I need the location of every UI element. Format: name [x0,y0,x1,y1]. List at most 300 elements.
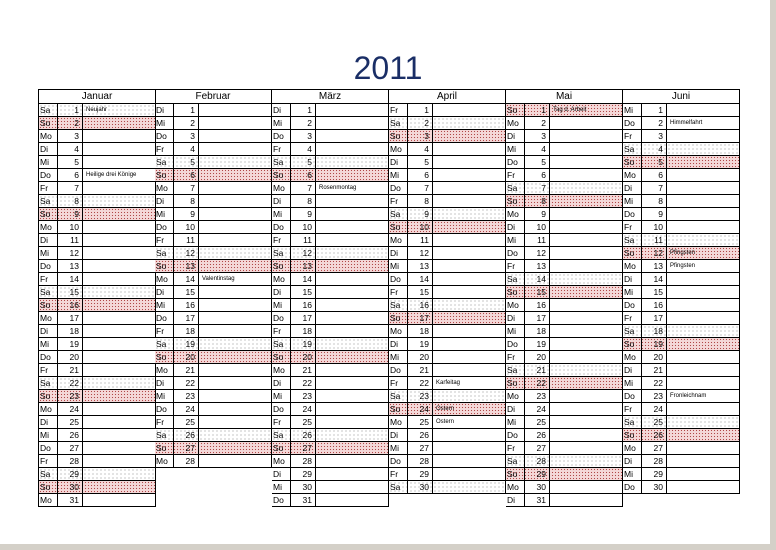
day-number: 13 [642,260,667,272]
day-row [623,377,740,390]
weekday-label: Sa [390,208,408,220]
day-row [155,273,272,286]
day-row [506,312,623,325]
day-row [623,169,740,182]
day-number: 26 [291,429,316,441]
weekday-label: Do [624,208,642,220]
weekday-label: Mi [507,234,525,246]
weekday-label: Mo [40,494,58,506]
day-row [389,117,506,130]
day-number: 5 [525,156,550,168]
day-row [623,104,740,117]
day-row [155,455,272,468]
day-row [272,117,389,130]
weekday-label: Sa [624,416,642,428]
day-row [389,104,506,117]
day-number: 7 [642,182,667,194]
day-number: 14 [408,273,433,285]
weekday-label: Mo [156,455,174,467]
day-number: 30 [642,481,667,493]
day-row [623,247,740,260]
day-row [39,143,156,156]
day-number: 28 [291,455,316,467]
day-number: 22 [291,377,316,389]
day-number: 10 [174,221,199,233]
weekday-label: Di [624,182,642,194]
day-number: 30 [408,481,433,493]
day-row [506,416,623,429]
day-row [39,442,156,455]
day-row [155,364,272,377]
day-row [272,247,389,260]
weekday-label: Mi [390,351,408,363]
day-row [39,299,156,312]
day-row [272,182,389,195]
day-number: 21 [58,364,83,376]
day-number: 22 [642,377,667,389]
day-number: 1 [408,104,433,116]
day-row [389,195,506,208]
holiday-note: Rosenmontag [319,185,357,191]
day-row [623,351,740,364]
day-row [272,481,389,494]
month-column [389,90,506,494]
day-row [506,260,623,273]
day-row [272,260,389,273]
window-frame-bottom [0,544,776,550]
weekday-label: Di [624,455,642,467]
day-row [623,429,740,442]
day-row [155,299,272,312]
day-row [155,403,272,416]
day-number: 24 [291,403,316,415]
day-row [623,221,740,234]
day-number: 16 [291,299,316,311]
weekday-label: Do [273,403,291,415]
day-row [389,299,506,312]
weekday-label: Mo [624,169,642,181]
weekday-label: So [507,468,525,480]
day-row [39,260,156,273]
weekday-label: Do [273,494,291,506]
day-row [39,377,156,390]
day-number: 20 [642,351,667,363]
day-row [389,234,506,247]
day-number: 2 [642,117,667,129]
day-number: 21 [291,364,316,376]
weekday-label: Do [156,403,174,415]
day-number: 11 [525,234,550,246]
day-number: 3 [408,130,433,142]
day-row [506,221,623,234]
day-row [506,169,623,182]
day-number: 3 [291,130,316,142]
month-column [155,90,272,468]
weekday-label: Sa [156,247,174,259]
day-row [506,325,623,338]
day-number: 3 [174,130,199,142]
weekday-label: Sa [273,247,291,259]
month-header: Februar [155,90,272,104]
day-number: 12 [525,247,550,259]
day-number: 20 [408,351,433,363]
holiday-note: Valentinstag [202,276,235,282]
weekday-label: Mi [156,208,174,220]
day-row [623,130,740,143]
weekday-label: Sa [624,234,642,246]
day-row [272,156,389,169]
weekday-label: Do [390,364,408,376]
day-row [272,403,389,416]
weekday-label: Mo [156,273,174,285]
weekday-label: Di [390,429,408,441]
day-row [506,338,623,351]
weekday-label: Fr [390,377,408,389]
day-row [39,156,156,169]
weekday-label: Di [40,325,58,337]
day-row [272,364,389,377]
day-row [506,364,623,377]
day-row [155,312,272,325]
weekday-label: So [507,286,525,298]
day-number: 12 [642,247,667,259]
day-number: 12 [291,247,316,259]
weekday-label: Mo [390,143,408,155]
day-number: 15 [642,286,667,298]
weekday-label: So [507,377,525,389]
weekday-label: Mo [390,234,408,246]
weekday-label: Fr [624,312,642,324]
day-number: 13 [174,260,199,272]
day-number: 3 [642,130,667,142]
day-number: 14 [174,273,199,285]
day-number: 23 [58,390,83,402]
holiday-note: Ostern [436,406,455,412]
day-row [506,104,623,117]
weekday-label: Mi [156,299,174,311]
weekday-label: Do [624,390,642,402]
day-number: 7 [291,182,316,194]
day-number: 1 [291,104,316,116]
weekday-label: Do [273,312,291,324]
weekday-label: Di [624,364,642,376]
day-row [39,494,156,507]
day-number: 10 [642,221,667,233]
holiday-note: Heilige drei Könige [86,172,137,178]
day-number: 26 [58,429,83,441]
weekday-label: Fr [273,416,291,428]
day-row [39,325,156,338]
weekday-label: Di [390,338,408,350]
weekday-label: Di [273,195,291,207]
month-column [506,90,623,507]
day-row [272,221,389,234]
day-number: 6 [174,169,199,181]
weekday-label: Mo [507,117,525,129]
weekday-label: Sa [507,364,525,376]
weekday-label: Sa [390,481,408,493]
weekday-label: Fr [156,234,174,246]
weekday-label: Mi [40,156,58,168]
weekday-label: Sa [390,390,408,402]
day-row [506,299,623,312]
day-row [272,143,389,156]
day-row [623,325,740,338]
weekday-label: Mi [156,390,174,402]
day-number: 4 [58,143,83,155]
day-number: 5 [408,156,433,168]
day-number: 12 [408,247,433,259]
day-number: 6 [291,169,316,181]
day-row [155,260,272,273]
day-number: 31 [291,494,316,506]
day-number: 9 [174,208,199,220]
day-number: 18 [58,325,83,337]
day-number: 25 [291,416,316,428]
weekday-label: Do [156,130,174,142]
day-row [272,286,389,299]
day-number: 29 [291,468,316,480]
day-number: 9 [291,208,316,220]
day-number: 6 [408,169,433,181]
calendar-year-title: 2011 [353,50,423,86]
weekday-label: So [390,312,408,324]
day-row [623,182,740,195]
day-number: 19 [408,338,433,350]
day-number: 27 [174,442,199,454]
day-number: 18 [408,325,433,337]
weekday-label: So [390,130,408,142]
weekday-label: Mi [507,325,525,337]
weekday-label: Fr [507,169,525,181]
day-row [39,364,156,377]
day-number: 16 [174,299,199,311]
weekday-label: Mo [273,273,291,285]
day-number: 2 [174,117,199,129]
weekday-label: Di [624,273,642,285]
day-row [506,481,623,494]
day-row [389,312,506,325]
weekday-label: Sa [624,325,642,337]
weekday-label: Sa [40,377,58,389]
day-row [506,429,623,442]
month-column [623,90,740,494]
day-row [39,234,156,247]
weekday-label: Fr [507,260,525,272]
day-row [389,481,506,494]
day-row [389,403,506,416]
day-row [623,338,740,351]
weekday-label: Fr [273,325,291,337]
day-number: 24 [174,403,199,415]
day-number: 24 [525,403,550,415]
day-number: 21 [408,364,433,376]
day-number: 4 [174,143,199,155]
day-number: 14 [58,273,83,285]
day-row [155,247,272,260]
day-row [389,364,506,377]
weekday-label: Fr [40,455,58,467]
day-number: 6 [642,169,667,181]
day-number: 27 [408,442,433,454]
day-row [389,221,506,234]
weekday-label: Mi [390,442,408,454]
weekday-label: Do [156,221,174,233]
weekday-label: So [507,104,525,116]
weekday-label: Do [507,247,525,259]
weekday-label: Mo [624,442,642,454]
day-row [623,195,740,208]
day-row [39,286,156,299]
day-number: 4 [642,143,667,155]
weekday-label: So [273,169,291,181]
weekday-label: Mi [507,416,525,428]
day-number: 5 [174,156,199,168]
day-number: 20 [291,351,316,363]
day-number: 10 [408,221,433,233]
day-number: 26 [525,429,550,441]
day-row [155,325,272,338]
day-number: 29 [642,468,667,480]
day-number: 12 [58,247,83,259]
weekday-label: Mi [507,143,525,155]
day-number: 18 [174,325,199,337]
day-number: 5 [291,156,316,168]
day-number: 1 [525,104,550,116]
weekday-label: Fr [624,403,642,415]
day-number: 3 [525,130,550,142]
day-row [389,442,506,455]
weekday-label: Do [40,260,58,272]
weekday-label: Sa [273,429,291,441]
day-number: 17 [58,312,83,324]
day-row [272,338,389,351]
day-number: 23 [174,390,199,402]
weekday-label: Sa [507,182,525,194]
day-number: 18 [642,325,667,337]
day-number: 21 [642,364,667,376]
day-row [623,208,740,221]
day-row [39,130,156,143]
day-row [389,377,506,390]
day-row [506,130,623,143]
day-row [39,273,156,286]
day-number: 7 [408,182,433,194]
day-number: 31 [525,494,550,506]
day-number: 27 [58,442,83,454]
day-number: 14 [525,273,550,285]
day-row [389,130,506,143]
weekday-label: Fr [624,130,642,142]
day-number: 19 [58,338,83,350]
weekday-label: Mi [40,247,58,259]
day-number: 19 [291,338,316,350]
day-number: 23 [291,390,316,402]
day-number: 4 [408,143,433,155]
calendar-grid [38,89,740,507]
day-row [155,156,272,169]
day-row [39,416,156,429]
weekday-label: So [40,208,58,220]
day-number: 7 [525,182,550,194]
day-row [39,208,156,221]
day-row [506,377,623,390]
day-row [39,455,156,468]
day-number: 30 [58,481,83,493]
day-number: 8 [408,195,433,207]
day-row [506,455,623,468]
day-row [506,234,623,247]
day-row [623,390,740,403]
weekday-label: So [156,169,174,181]
day-row [506,195,623,208]
day-number: 19 [174,338,199,350]
weekday-label: Do [624,481,642,493]
weekday-label: Sa [273,338,291,350]
weekday-label: Mi [390,260,408,272]
day-number: 11 [291,234,316,246]
day-number: 4 [525,143,550,155]
weekday-label: Di [156,195,174,207]
day-number: 14 [291,273,316,285]
weekday-label: Do [273,221,291,233]
day-row [389,169,506,182]
day-row [39,403,156,416]
day-row [506,403,623,416]
day-row [389,338,506,351]
day-number: 27 [525,442,550,454]
weekday-label: Di [507,403,525,415]
day-row [272,169,389,182]
weekday-label: Di [507,130,525,142]
day-number: 25 [408,416,433,428]
weekday-label: Di [507,494,525,506]
day-row [389,156,506,169]
weekday-label: Mi [273,117,291,129]
day-number: 13 [58,260,83,272]
day-number: 1 [58,104,83,116]
weekday-label: Fr [507,442,525,454]
weekday-label: Sa [156,338,174,350]
weekday-label: Sa [40,468,58,480]
day-number: 20 [174,351,199,363]
day-number: 6 [525,169,550,181]
weekday-label: So [156,351,174,363]
day-row [389,468,506,481]
weekday-label: Sa [273,156,291,168]
day-row [389,247,506,260]
day-row [272,312,389,325]
weekday-label: Mo [390,416,408,428]
holiday-note: Karfeitag [436,380,461,386]
day-number: 17 [525,312,550,324]
month-header: Mai [506,90,623,104]
weekday-label: Mi [273,208,291,220]
weekday-label: Mo [273,364,291,376]
weekday-label: So [273,351,291,363]
day-number: 15 [408,286,433,298]
weekday-label: Di [40,143,58,155]
weekday-label: Sa [624,143,642,155]
day-number: 4 [291,143,316,155]
weekday-label: Mi [624,195,642,207]
day-number: 6 [58,169,83,181]
weekday-label: Mi [273,481,291,493]
day-number: 22 [408,377,433,389]
day-row [389,260,506,273]
day-row [623,273,740,286]
weekday-label: Mo [624,351,642,363]
